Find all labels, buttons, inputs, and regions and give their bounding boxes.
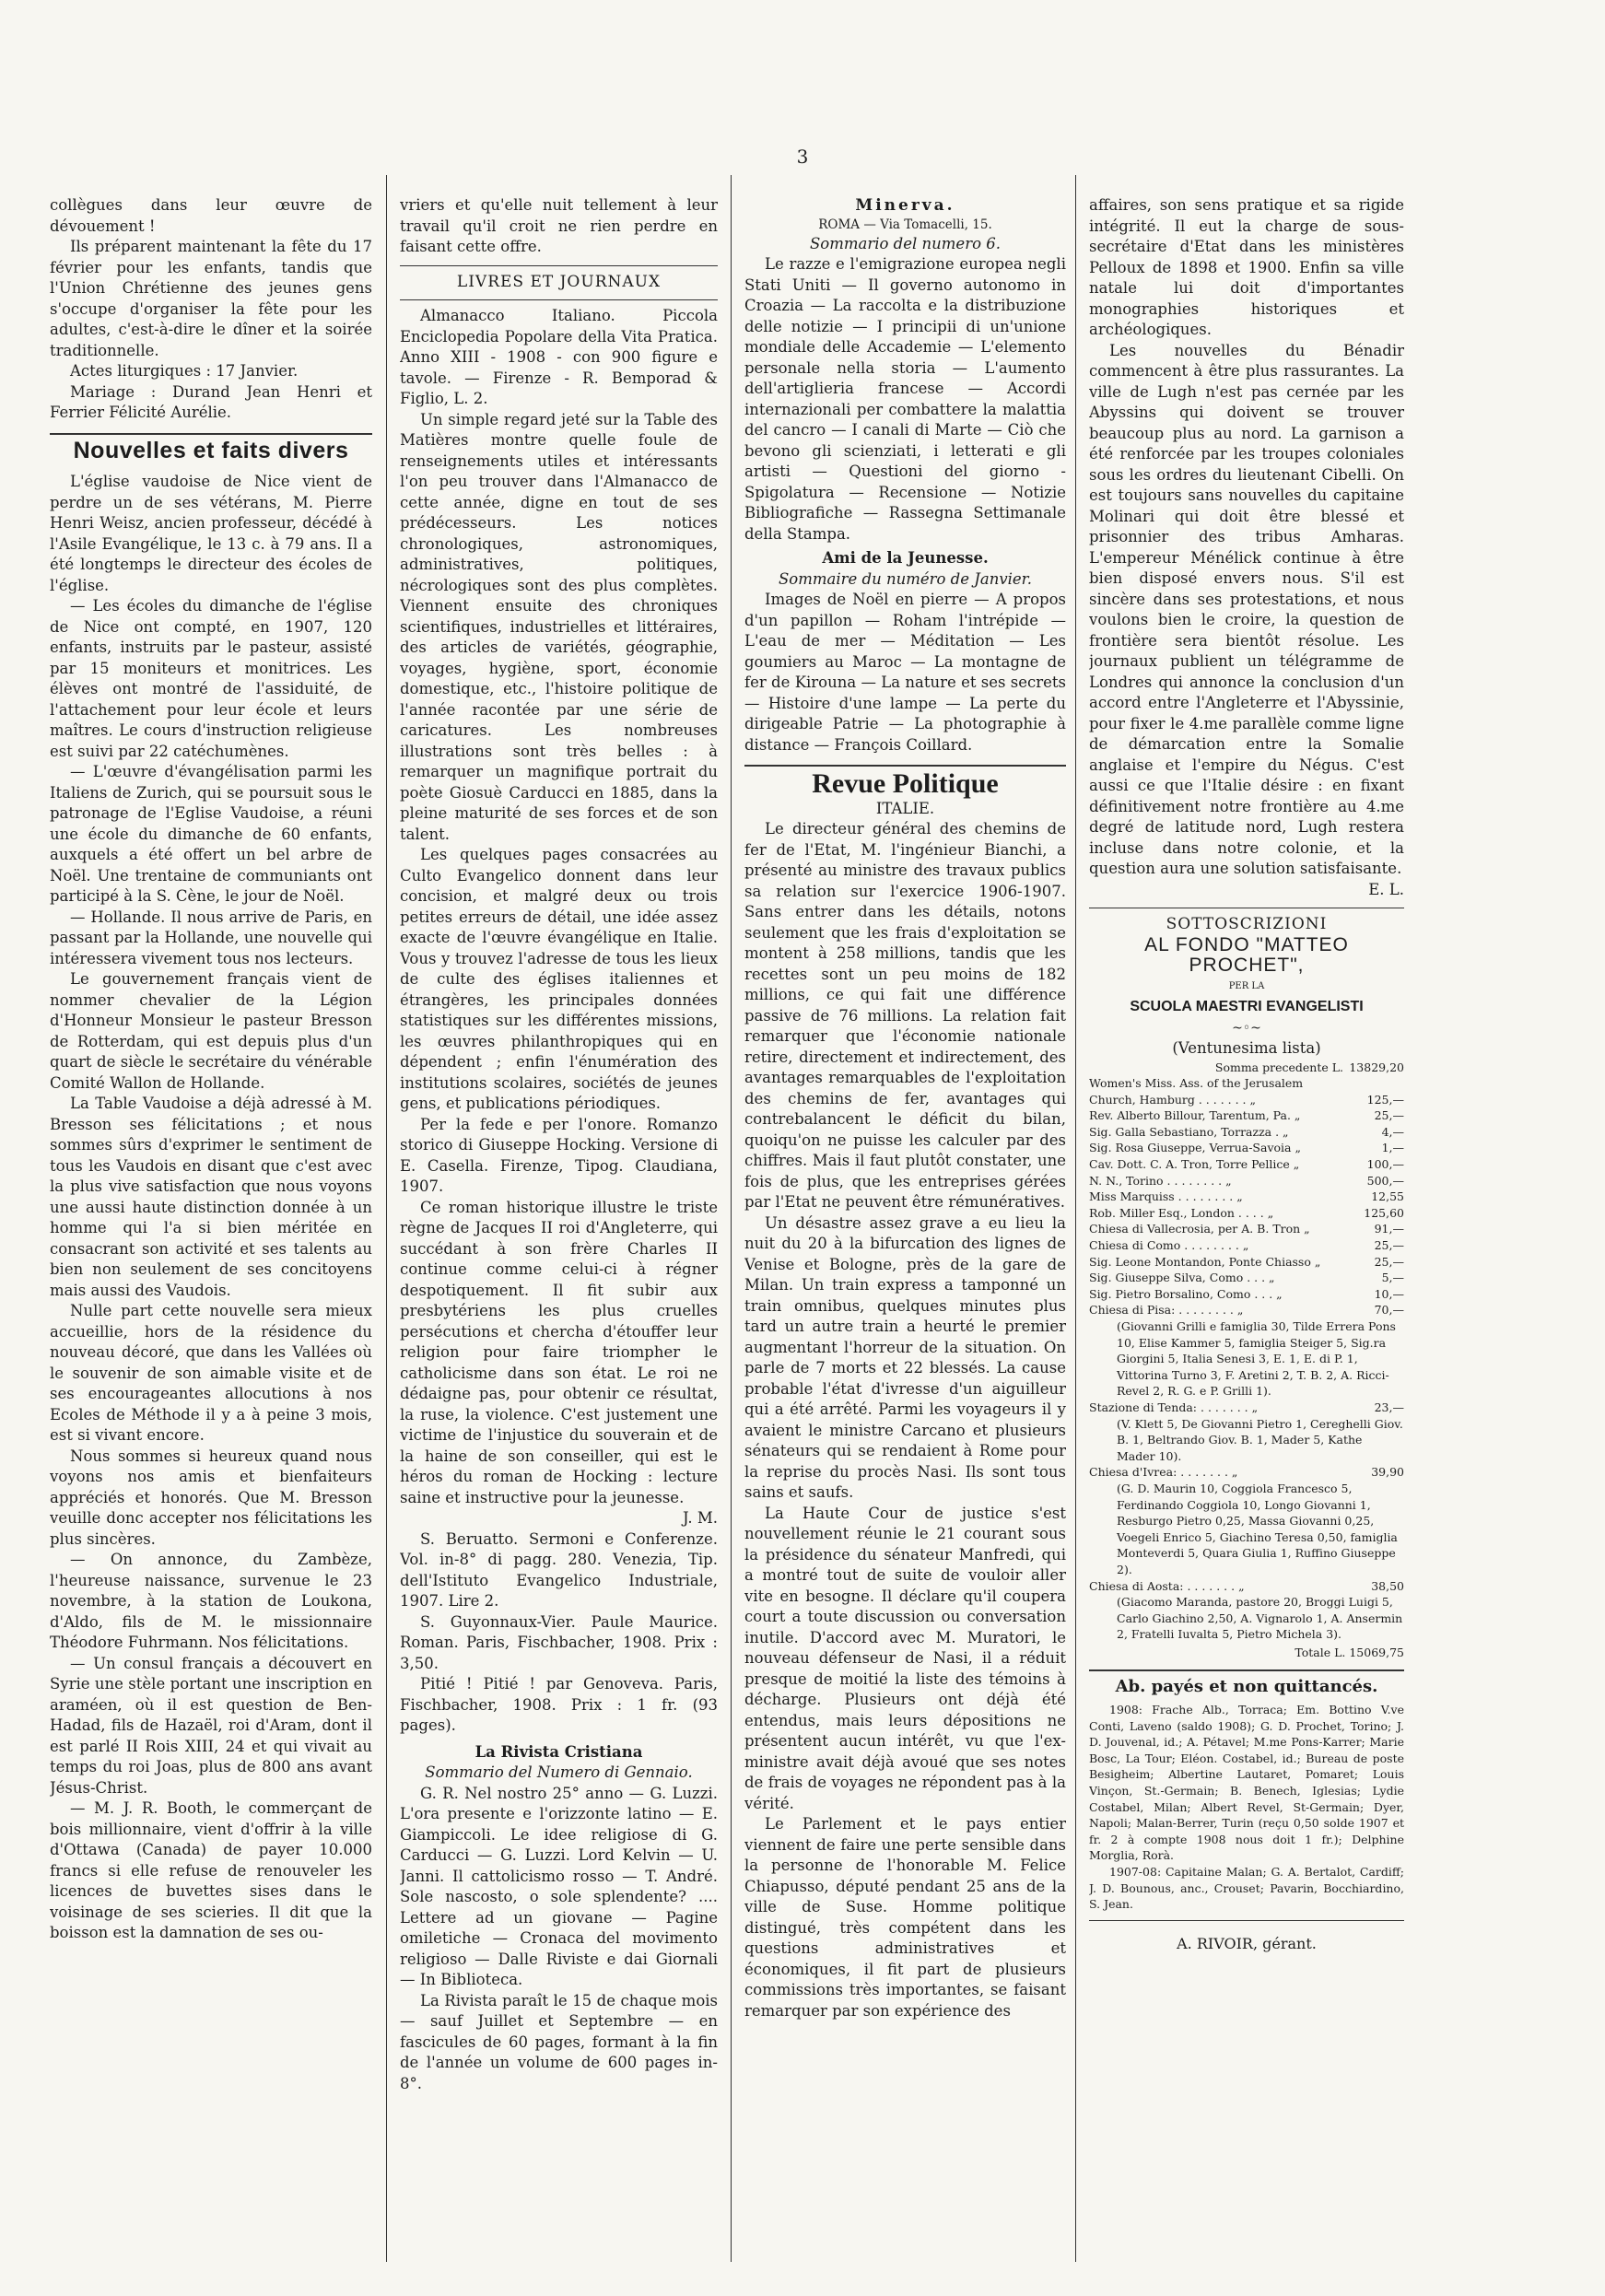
column-rule	[1075, 175, 1076, 2262]
journal-title: Minerva.	[855, 196, 955, 215]
journal-summary: G. R. Nel nostro 25° anno — G. Luzzi. L'ora presente e l'orizzonte latino — E. Giampiccoli. Le idee religiose di G. Carducci — G. Luzzi. Lord Kelvin — U. Janni. Il cattolicismo rosso — T. André. Sole nascosto, o sole splendente? .... Lettere ad un giovane — Pagine omiletiche — Cronaca del movimento religioso — Dalle Riviste e dai Giornali — In Biblioteca.	[400, 1784, 718, 1988]
publisher-signature: A. RIVOIR, gérant.	[1177, 1934, 1317, 1952]
news-item: — M. J. R. Booth, le commerçant de bois millionnaire, vient d'offrir à la ville d'Ottawa (Canada) de payer 10.000 francs si elle refuse de renouveler les licences de buvettes sises dans le voisinage de ses scieries. Il dit que la boisson est la damnation de ses ou-	[50, 1799, 372, 1941]
section-title: Nouvelles et faits divers	[73, 437, 349, 463]
paragraph: Mariage : Durand Jean Henri et Ferrier Félicité Aurélie.	[50, 382, 372, 421]
article-paragraph: affaires, son sens pratique et sa rigide intégrité. Il eut la charge de sous-secrétaire d'Etat dans les ministères Pelloux de 1898 et 1900. Enfin sa ville natale lui doit d'importantes monographies historiques et archéologiques.	[1089, 196, 1404, 338]
ledger-row	[1089, 1107, 1404, 1124]
journal-summary: Le razze e l'emigrazione europea negli Stati Uniti — Il governo autonomo in Croazia — La raccolta e la distribuzione delle notizie — I principii di un'unione mondiale delle Accademie — L'elemento personale nella storia — L'aumento dell'artiglieria francese — Accordi internazionali per combattere la malattia del cancro — I canali di Marte — Ciò che bevono gli scienziati, i letterati e gli artisti — Questioni del giorno - Spigolatura — Recensione — Notizie Bibliografiche — Rassegna Settimanale della Stampa.	[744, 255, 1066, 543]
divider	[1089, 1669, 1404, 1671]
ledger-value: 100,—	[1366, 1157, 1404, 1172]
article-paragraph: Le Parlement et le pays entier viennent de faire une perte sensible dans la personne de l'honorable M. Felice Chiapusso, député pendant 25 ans de la ville de Suse. Homme politique distingué, très compétent dans les questions administratives et économiques, il fit part de plusieurs commissions très importantes, se faisant remarquer par son expérience des	[744, 1815, 1066, 2020]
news-item: L'église vaudoise de Nice vient de perdre un de ses vétérans, M. Pierre Henri Weisz, ancien professeur, décédé à l'Asile Evangélique, le 13 c. à 79 ans. Il a été longtemps le directeur des écoles de l'église.	[50, 473, 372, 594]
ledger-value: 25,—	[1374, 1254, 1404, 1269]
divider	[400, 299, 718, 300]
news-item: — L'œuvre d'évangélisation parmi les Italiens de Zurich, qui se poursuit sous le patronage de l'Eglise Vaudoise, a réuni une école du dimanche de 60 enfants, auxquels a été offert un bel arbre de Noël. Une trentaine de communiants ont participé à la S. Cène, le jour de Noël.	[50, 763, 372, 905]
book-entry: Per la fede e per l'onore. Romanzo storico di Giuseppe Hocking. Versione di E. Casella. Firenze, Tipog. Claudiana, 1907.	[400, 1115, 718, 1195]
ledger-row	[1089, 1270, 1404, 1286]
ledger-value: 23,—	[1374, 1400, 1404, 1414]
article-paragraph: Un désastre assez grave a eu lieu la nuit du 20 à la bifurcation des lignes de Venise et Bologne, près de la gare de Milan. Un train express a tamponné un train omnibus, quelques minutes plus tard un autre train a heurté le premier augmentant l'horreur de la situation. On parle de 7 morts et 22 blessés. La cause probable l'état d'ivresse d'un aiguilleur qui a été arrêté. Parmi les voyageurs il y avaient le ministre Carcano et plusieurs sénateurs qui se rendaient à Rome pour la reprise du procès Nasi. Ils sont tous sains et saufs.	[744, 1213, 1066, 1501]
ledger-name: Chiesa d'Ivrea: . . . . . . . „	[1089, 1465, 1238, 1480]
ledger-row	[1089, 1254, 1404, 1271]
journal-summary: Images de Noël en pierre — A propos d'un papillon — Roham l'intrépide — L'eau de mer — Méditation — Les goumiers au Maroc — La montagne de fer de Kirouna — La nature et ses secrets — Histoire d'une lampe — La perte du dirigeable Patrie — La photographie à distance — François Coillard.	[744, 591, 1066, 754]
ledger-name: Church, Hamburg . . . . . . . „	[1089, 1092, 1256, 1107]
ledger-row	[1089, 1237, 1404, 1254]
paragraph: collègues dans leur œuvre de dévouement !	[50, 196, 372, 235]
news-item: — Un consul français a découvert en Syrie une stèle portant une inscription en araméen, où il est question de Ben-Hadad, fils de Hazaël, roi d'Aram, dont il est parlé II Rois XIII, 24 et qui vivait au temps du roi Joas, plus de 800 ans avant Jésus-Christ.	[50, 1654, 372, 1797]
column-2	[400, 195, 718, 2245]
divider	[1089, 1920, 1404, 1921]
ledger-name: N. N., Torino . . . . . . . . „	[1089, 1173, 1232, 1188]
ledger-row	[1089, 1075, 1404, 1092]
section-title: LIVRES ET JOURNAUX	[456, 272, 662, 291]
ledger-name: Stazione di Tenda: . . . . . . . „	[1089, 1400, 1259, 1414]
ledger-value: 10,—	[1374, 1286, 1404, 1301]
news-item: La Table Vaudoise a déjà adressé à M. Bresson ses félicitations ; et nous sommes sûrs d'exprimer le sentiment de tous les Vaudois en disant que c'est avec la plus vive satisfaction que nous voyons une aussi haute distinction donnée à un homme qui l'a si bien méritée en consacrant son activité et ses talents au bien non seulement de ses concitoyens mais aussi des Vaudois.	[50, 1095, 372, 1299]
article-paragraph: Les nouvelles du Bénadir commencent à être plus rassurantes. La ville de Lugh n'est pas cernée par les Abyssins qui doivent se trouver beaucoup plus au nord. La garnison a été renforcée par les troupes coloniales sous les ordres du lieutenant Cibelli. On est toujours sans nouvelles du capitaine Molinari qui doit être blessé et prisonnier des tribus Amharas. L'empereur Ménélick continue à être bien disposé envers nous. S'il est sincère dans ses protestations, et nous voulons bien le croire, la question de frontière sera bientôt résolue. Les journaux publient un télégramme de Londres qui annonce la conclusion d'un accord entre l'Angleterre et l'Abyssinie, pour fixer le 4.me parallèle comme ligne de démarcation entre la Somalie anglaise et l'empire du Négus. C'est aussi ce que l'Italie désire : en fixant définitivement notre frontière au 4.me degré de latitude nord, Lugh restera incluse dans notre colonie, et la question aura une solution satisfaisante.	[1089, 341, 1404, 877]
ledger-value: 39,90	[1371, 1465, 1404, 1480]
subscription-title: SOTTOSCRIZIONI	[1166, 915, 1328, 933]
ledger-value: 70,—	[1374, 1303, 1404, 1318]
journal-subtitle: Sommario del numero 6.	[809, 234, 1002, 252]
section-title: Ab. payés et non quittancés.	[1115, 1677, 1378, 1697]
ledger-row	[1089, 1189, 1404, 1205]
paragraph: Ils préparent maintenant la fête du 17 février pour les enfants, tandis que l'Union Chrétienne des jeunes gens s'occupe d'organiser la fête pour les adultes, c'est-à-dire le dîner et la soirée traditionnelle.	[50, 238, 372, 359]
ledger-detail: (V. Klett 5, De Giovanni Pietro 1, Cereghelli Giov. B. 1, Beltrando Giov. B. 1, Mader 5, Kathe Mader 10).	[1117, 1416, 1403, 1463]
ledger-row	[1089, 1124, 1404, 1141]
ledger-name: Sig. Leone Montandon, Ponte Chiasso „	[1089, 1254, 1321, 1269]
ledger-name: Cav. Dott. C. A. Tron, Torre Pellice „	[1089, 1157, 1300, 1172]
column-4	[1089, 195, 1404, 2245]
ledger-row	[1089, 1092, 1404, 1108]
ledger-row	[1089, 1205, 1404, 1222]
book-entry: S. Guyonnaux-Vier. Paule Maurice. Roman. Paris, Fischbacher, 1908. Prix : 3,50.	[400, 1612, 718, 1672]
ledger-row	[1089, 1060, 1404, 1076]
ledger-value: 13829,20	[1349, 1060, 1404, 1074]
divider	[400, 265, 718, 266]
book-entry: Pitié ! Pitié ! par Genoveva. Paris, Fischbacher, 1908. Prix : 1 fr. (93 pages).	[400, 1675, 718, 1734]
ledger-name: Sig. Giuseppe Silva, Como . . . „	[1089, 1271, 1275, 1285]
journal-address: ROMA — Via Tomacelli, 15.	[818, 217, 992, 232]
ledger-value: 25,—	[1374, 1238, 1404, 1253]
section-title: Revue Politique	[812, 768, 999, 799]
ledger-row	[1089, 1400, 1404, 1416]
ledger-value: 25,—	[1374, 1108, 1404, 1123]
journal-title: La Rivista Cristiana	[474, 1742, 643, 1761]
book-review: Un simple regard jeté sur la Table des Matières montre quelle foule de renseignements utiles et intéressants l'on peu trouver dans l'Almanacco de cette année, digne en tout de ses prédécesseurs. Les notices chronologiques, astronomiques, administratives, politiques, nécrologiques sont des plus complètes. Viennent ensuite des chroniques scientifiques, industrielles et littéraires, des articles de variétés, géographie, voyages, hygiène, sport, économie domestique, etc., l'histoire politique de l'année racontée par une série de caricatures. Les nombreuses illustrations sont très belles : à remarquer un magnifique portrait du poète Giosuè Carducci en 1885, dans la pleine maturité de ses forces et de son talent.	[400, 410, 718, 843]
ledger-row	[1089, 1173, 1404, 1189]
ledger-name: Somma precedente L.	[1214, 1060, 1343, 1074]
ledger-row	[1089, 1156, 1404, 1173]
ledger-value: 38,50	[1371, 1578, 1404, 1593]
ledger-row	[1089, 1140, 1404, 1156]
ledger-row	[1089, 1464, 1404, 1481]
ledger-name: Chiesa di Vallecrosia, per A. B. Tron „	[1089, 1222, 1310, 1236]
ledger-name: Miss Marquiss . . . . . . . . „	[1089, 1189, 1243, 1204]
ledger-value: 125,60	[1364, 1205, 1404, 1220]
news-item: Nulle part cette nouvelle sera mieux accueillie, hors de la résidence du nouveau décoré, que dans les Vallées où le souvenir de son aimable visite et de ses encourageantes allocutions à nos Ecoles de Méthode il y a à peine 3 mois, est si vivant encore.	[50, 1302, 372, 1444]
column-3	[744, 195, 1066, 2245]
ack-paragraph: 1907-08: Capitaine Malan; G. A. Bertalot, Cardiff; J. D. Bounous, anc., Crouset; Pavarin, Bocchiardino, S. Jean.	[1089, 1864, 1404, 1912]
ledger-name: Rev. Alberto Billour, Tarentum, Pa. „	[1089, 1108, 1301, 1123]
ledger-value: 500,—	[1366, 1173, 1404, 1188]
news-item: Nous sommes si heureux quand nous voyons nos amis et bienfaiteurs appréciés et honorés. Que M. Bresson veuille donc accepter nos félicitations les plus sincères.	[50, 1447, 372, 1548]
book-entry: S. Beruatto. Sermoni e Conferenze. Vol. in-8° di pagg. 280. Venezia, Tip. dell'Istituto Evangelico Industriale, 1907. Lire 2.	[400, 1529, 718, 1610]
column-rule	[731, 175, 732, 2262]
ledger-row	[1089, 1302, 1404, 1318]
column-rule	[386, 175, 387, 2262]
subscription-fund: AL FONDO "MATTEO PROCHET",	[1144, 933, 1349, 976]
journal-title: Ami de la Jeunesse.	[822, 549, 989, 567]
ledger-name: Sig. Galla Sebastiano, Torrazza . „	[1089, 1124, 1289, 1139]
ledger-name: Chiesa di Como . . . . . . . . „	[1089, 1238, 1249, 1253]
book-review: Ce roman historique illustre le triste règne de Jacques II roi d'Angleterre, qui succédant à son frère Charles II continue comme celui-ci à régner despotiquement. Il fit subir aux presbytériens les plus cruelles persécutions et chercha d'étouffer leur religion pour faire triompher le catholicisme dans son état. Le roi ne dédaigne pas, pour obtenir ce résultat, la ruse, la violence. C'est justement une victime de l'injustice du souverain et de la haine de son conseiller, qui est le héros du roman de Hocking : lecture saine et instructive pour la jeunesse.	[400, 1198, 718, 1506]
column-1	[50, 195, 372, 2245]
ledger-name: Rob. Miller Esq., London . . . . „	[1089, 1205, 1274, 1220]
ledger-total: Totale L. 15069,75	[1295, 1645, 1404, 1659]
ledger-value: 1,—	[1381, 1141, 1404, 1155]
ledger-value: 4,—	[1381, 1124, 1404, 1139]
ledger-row	[1089, 1578, 1404, 1595]
news-item: — On annonce, du Zambèze, l'heureuse naissance, survenue le 23 novembre, à la station de Loukona, d'Aldo, fils de M. le missionnaire Théodore Fuhrmann. Nos félicitations.	[50, 1551, 372, 1651]
section-subtitle: ITALIE.	[875, 799, 935, 817]
page-number: 3	[796, 146, 809, 168]
subscription-ledger	[1089, 1060, 1404, 1319]
paragraph: Actes liturgiques : 17 Janvier.	[70, 362, 299, 380]
book-review: Les quelques pages consacrées au Culto Evangelico donnent dans leur concision, et malgré deux ou trois petites erreurs de détail, une idée assez exacte de l'œuvre évangélique en Italie. Vous y trouvez l'adresse de tous les lieux de culte des églises italiennes et étrangères, les principales données statistiques sur les différentes missions, les œuvres philanthropiques qui en dépendent ; enfin l'énumération des institutions scolaires, sociétés de jeunes gens, et publications périodiques.	[400, 846, 718, 1112]
subscription-school: SCUOLA MAESTRI EVANGELISTI	[1130, 999, 1364, 1014]
journal-note: La Rivista paraît le 15 de chaque mois — sauf Juillet et Septembre — en fascicules de 60 pages, formant à la fin de l'année un volume de 600 pages in-8°.	[400, 1991, 718, 2092]
ledger-value: 5,—	[1381, 1271, 1404, 1285]
article-paragraph: La Haute Cour de justice s'est nouvellement réunie le 21 courant sous la présidence du sénateur Manfredi, qui a montré tout de suite de vouloir aller vite en besogne. Il déclare qu'il coupera court a toute discussion ou conversation inutile. D'accord avec M. Muratori, le nouveau défenseur de Nasi, il a réduit presque de moitié la liste des témoins à décharge. Plusieurs ont déjà été entendus, mais leurs dépositions ne présentent aucun intérêt, vu que l'ex-ministre avait déjà avoué que ses notes de frais de voyages ne répondent pas à la vérité.	[744, 1504, 1066, 1812]
ledger-detail: (Giacomo Maranda, pastore 20, Broggi Luigi 5, Carlo Giachino 2,50, A. Vignarolo 1, A. Ansermin 2, Fratelli Iuvalta 5, Pietro Michela 3).	[1117, 1595, 1403, 1642]
article-paragraph: Le directeur général des chemins de fer de l'Etat, M. l'ingénieur Bianchi, a présenté au ministre des travaux publics sa relation sur l'exercice 1906-1907. Sans entrer dans les détails, notons seulement que les frais d'exploitation se montent à 258 millions, tandis que les recettes sont un peu moins de 182 millions, ce qui fait une différence passive de 76 millions. La relation fait remarquer que l'économie nationale retire, directement et indirectement, des avantages remarquables de l'exploitation des chemins de fer, avantages qui contrebalancent le déficit du bilan, quoiqu'on ne puisse les calculer par des chiffres. Mais il faut plutôt constater, une fois de plus, que les entreprises gérées par l'Etat ne peuvent être rémunératives.	[744, 820, 1066, 1211]
ledger-name: Women's Miss. Ass. of the Jerusalem	[1089, 1076, 1304, 1091]
ornament: ~◦~	[1232, 1020, 1261, 1036]
subscription-for: PER LA	[1228, 980, 1265, 991]
signature: E. L.	[1368, 880, 1404, 898]
journal-subtitle: Sommario del Numero di Gennaio.	[425, 1763, 693, 1781]
ledger-name: Chiesa di Pisa: . . . . . . . . „	[1089, 1303, 1244, 1318]
subscription-list-number: (Ventunesima lista)	[1172, 1039, 1321, 1057]
signature: J. M.	[683, 1509, 718, 1527]
news-item: — Hollande. Il nous arrive de Paris, en passant par la Hollande, une nouvelle qui intéressera vivement tous nos lecteurs.	[50, 908, 372, 967]
ledger-detail: (G. D. Maurin 10, Coggiola Francesco 5, Ferdinando Coggiola 10, Longo Giovanni 1, Resburgo Pietro 0,25, Massa Giovanni 0,25, Voegeli Enrico 5, Giachino Teresa 0,50, famiglia Monteverdi 5, Quara Giulia 1, Ruffino Giuseppe 2).	[1117, 1481, 1398, 1576]
ack-paragraph: 1908: Frache Alb., Torraca; Em. Bottino V.ve Conti, Laveno (saldo 1908); G. D. Prochet, Torino; J. D. Jouvenal, id.; A. Pétavel; M.me Pons-Karrer; Marie Bosc, La Tour; Eléon. Costabel, id.; Bureau de poste Besigheim; Albertine Lautaret, Pomaret; Louis Vinçon, St.-Germain; B. Benech, Iglesias; Lydie Costabel, Milan; Albert Revel, St-Germain; Dyer, Napoli; Malan-Berrer, Turin (reçu 0,50 solde 1907 et fr. 2 à compte 1908 nous doit 1 fr.); Delphine Morglia, Rorà.	[1089, 1702, 1404, 1863]
ledger-name: Sig. Rosa Giuseppe, Verrua-Savoia „	[1089, 1141, 1301, 1155]
ledger-value: 12,55	[1371, 1189, 1404, 1204]
ledger-value: 91,—	[1374, 1222, 1404, 1236]
news-item: — Les écoles du dimanche de l'église de Nice ont compté, en 1907, 120 enfants, instruits par le pasteur, assisté par 15 moniteurs et monitrices. Les élèves ont montré de l'assiduité, de l'attachement pour leur école et leurs maîtres. Le cours d'instruction religieuse est suivi par 22 catéchumènes.	[50, 597, 372, 760]
ledger-name: Chiesa di Aosta: . . . . . . . „	[1089, 1578, 1245, 1593]
ledger-row	[1089, 1286, 1404, 1303]
paragraph: vriers et qu'elle nuit tellement à leur travail qu'il croit ne rien perdre en faisant cette offre.	[400, 196, 718, 255]
ledger-value	[1343, 1075, 1404, 1092]
ledger-row	[1089, 1221, 1404, 1237]
divider	[744, 765, 1066, 767]
book-entry: Almanacco Italiano. Piccola Enciclopedia Popolare della Vita Pratica. Anno XIII - 1908 - con 900 figure e tavole. — Firenze - R. Bemporad & Figlio, L. 2.	[400, 307, 718, 407]
news-item: Le gouvernement français vient de nommer chevalier de la Légion d'Honneur Monsieur le pasteur Bresson de Rotterdam, qui est depuis plus d'un quart de siècle le secrétaire du vénérable Comité Wallon de Hollande.	[50, 970, 372, 1092]
journal-subtitle: Sommaire du numéro de Janvier.	[778, 569, 1033, 588]
ledger-detail: (Giovanni Grilli e famiglia 30, Tilde Errera Pons 10, Elise Kammer 5, famiglia Steiger 5, Sig.ra Giorgini 5, Italia Senesi 3, E. 1, E. di P. 1, Vittorina Turno 3, F. Aretini 2, T. B. 2, A. Ricci-Revel 2, R. G. e P. Grilli 1).	[1117, 1319, 1396, 1399]
ledger-value: 125,—	[1366, 1092, 1404, 1107]
divider	[50, 433, 372, 435]
ledger-name: Sig. Pietro Borsalino, Como . . . „	[1089, 1286, 1283, 1301]
